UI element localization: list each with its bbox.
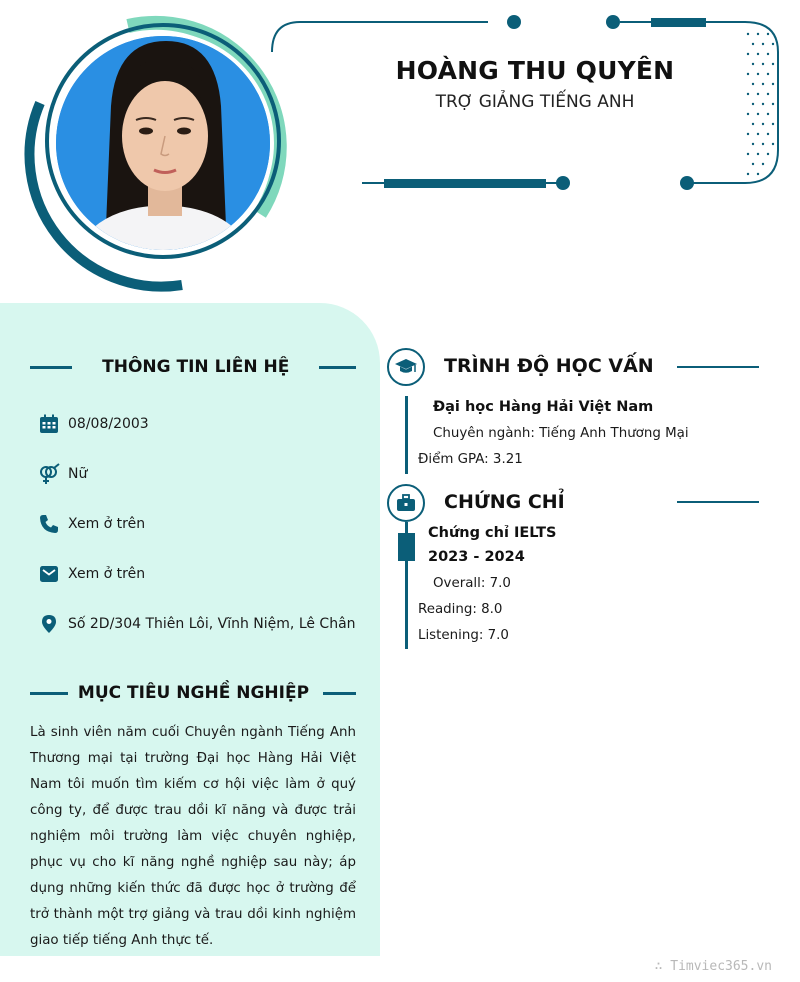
divider	[30, 692, 68, 695]
education-gpa: Điểm GPA: 3.21	[418, 452, 523, 467]
certificate-overall: Overall: 7.0	[433, 576, 511, 591]
briefcase-icon	[396, 494, 416, 512]
phone-icon	[38, 513, 60, 535]
contact-item-phone	[38, 513, 145, 535]
divider	[677, 501, 759, 503]
education-badge	[387, 348, 425, 386]
gender-icon	[38, 463, 60, 485]
contact-gender: Nữ	[68, 466, 88, 482]
certificate-title: CHỨNG CHỈ	[444, 491, 565, 513]
contact-item-birthday	[38, 413, 149, 435]
education-timeline	[405, 396, 408, 474]
certificate-reading: Reading: 8.0	[418, 602, 503, 617]
certificate-name: Chứng chỉ IELTS	[428, 525, 557, 541]
objective-text: Là sinh viên năm cuối Chuyên ngành Tiếng Anh Thương mại tại trường Đại học Hàng Hải Việt Nam tôi muốn tìm kiếm cơ hội việc làm ở quý công ty, để được trau dồi kĩ năng và được trải nghiệm môi trường làm việc chuyên nghiệp, phục vụ cho kĩ năng nghề nghiệp sau này; áp dụng những kiến thức đã được học ở trường để trở thành một trợ giảng và trau dồi kinh nghiệm giao tiếp tiếng Anh thực tế.	[30, 725, 356, 948]
divider	[677, 366, 759, 368]
email-icon	[38, 563, 60, 585]
divider	[30, 366, 72, 369]
contact-title: THÔNG TIN LIÊN HỆ	[102, 357, 290, 377]
contact-birthday: 08/08/2003	[68, 416, 149, 432]
divider	[319, 366, 356, 369]
location-icon	[38, 613, 60, 635]
certificate-listening: Listening: 7.0	[418, 628, 509, 643]
calendar-icon	[38, 413, 60, 435]
contact-phone: Xem ở trên	[68, 516, 146, 532]
watermark: ∴ Timviec365.vn	[654, 959, 772, 974]
contact-item-address	[38, 613, 356, 635]
education-school: Đại học Hàng Hải Việt Nam	[433, 399, 654, 415]
education-title: TRÌNH ĐỘ HỌC VẤN	[444, 355, 654, 377]
objective-title: MỤC TIÊU NGHỀ NGHIỆP	[77, 683, 310, 703]
contact-item-gender	[38, 463, 87, 485]
certificate-period: 2023 - 2024	[428, 549, 525, 565]
candidate-role: TRỢ GIẢNG TIẾNG ANH	[435, 92, 635, 112]
education-major: Chuyên ngành: Tiếng Anh Thương Mại	[433, 426, 689, 441]
divider	[323, 692, 356, 695]
profile-photo	[52, 32, 274, 254]
objective-heading	[30, 683, 356, 703]
candidate-name: HOÀNG THU QUYÊN	[395, 56, 675, 85]
contact-address: Số 2D/304 Thiên Lôi, Vĩnh Niệm, Lê Chân	[68, 616, 356, 632]
contact-item-email	[38, 563, 145, 585]
certificate-badge	[387, 484, 425, 522]
graduation-cap-icon	[394, 357, 418, 377]
certificate-timeline-marker	[398, 533, 415, 561]
contact-heading	[30, 357, 356, 377]
contact-email: Xem ở trên	[68, 566, 146, 582]
